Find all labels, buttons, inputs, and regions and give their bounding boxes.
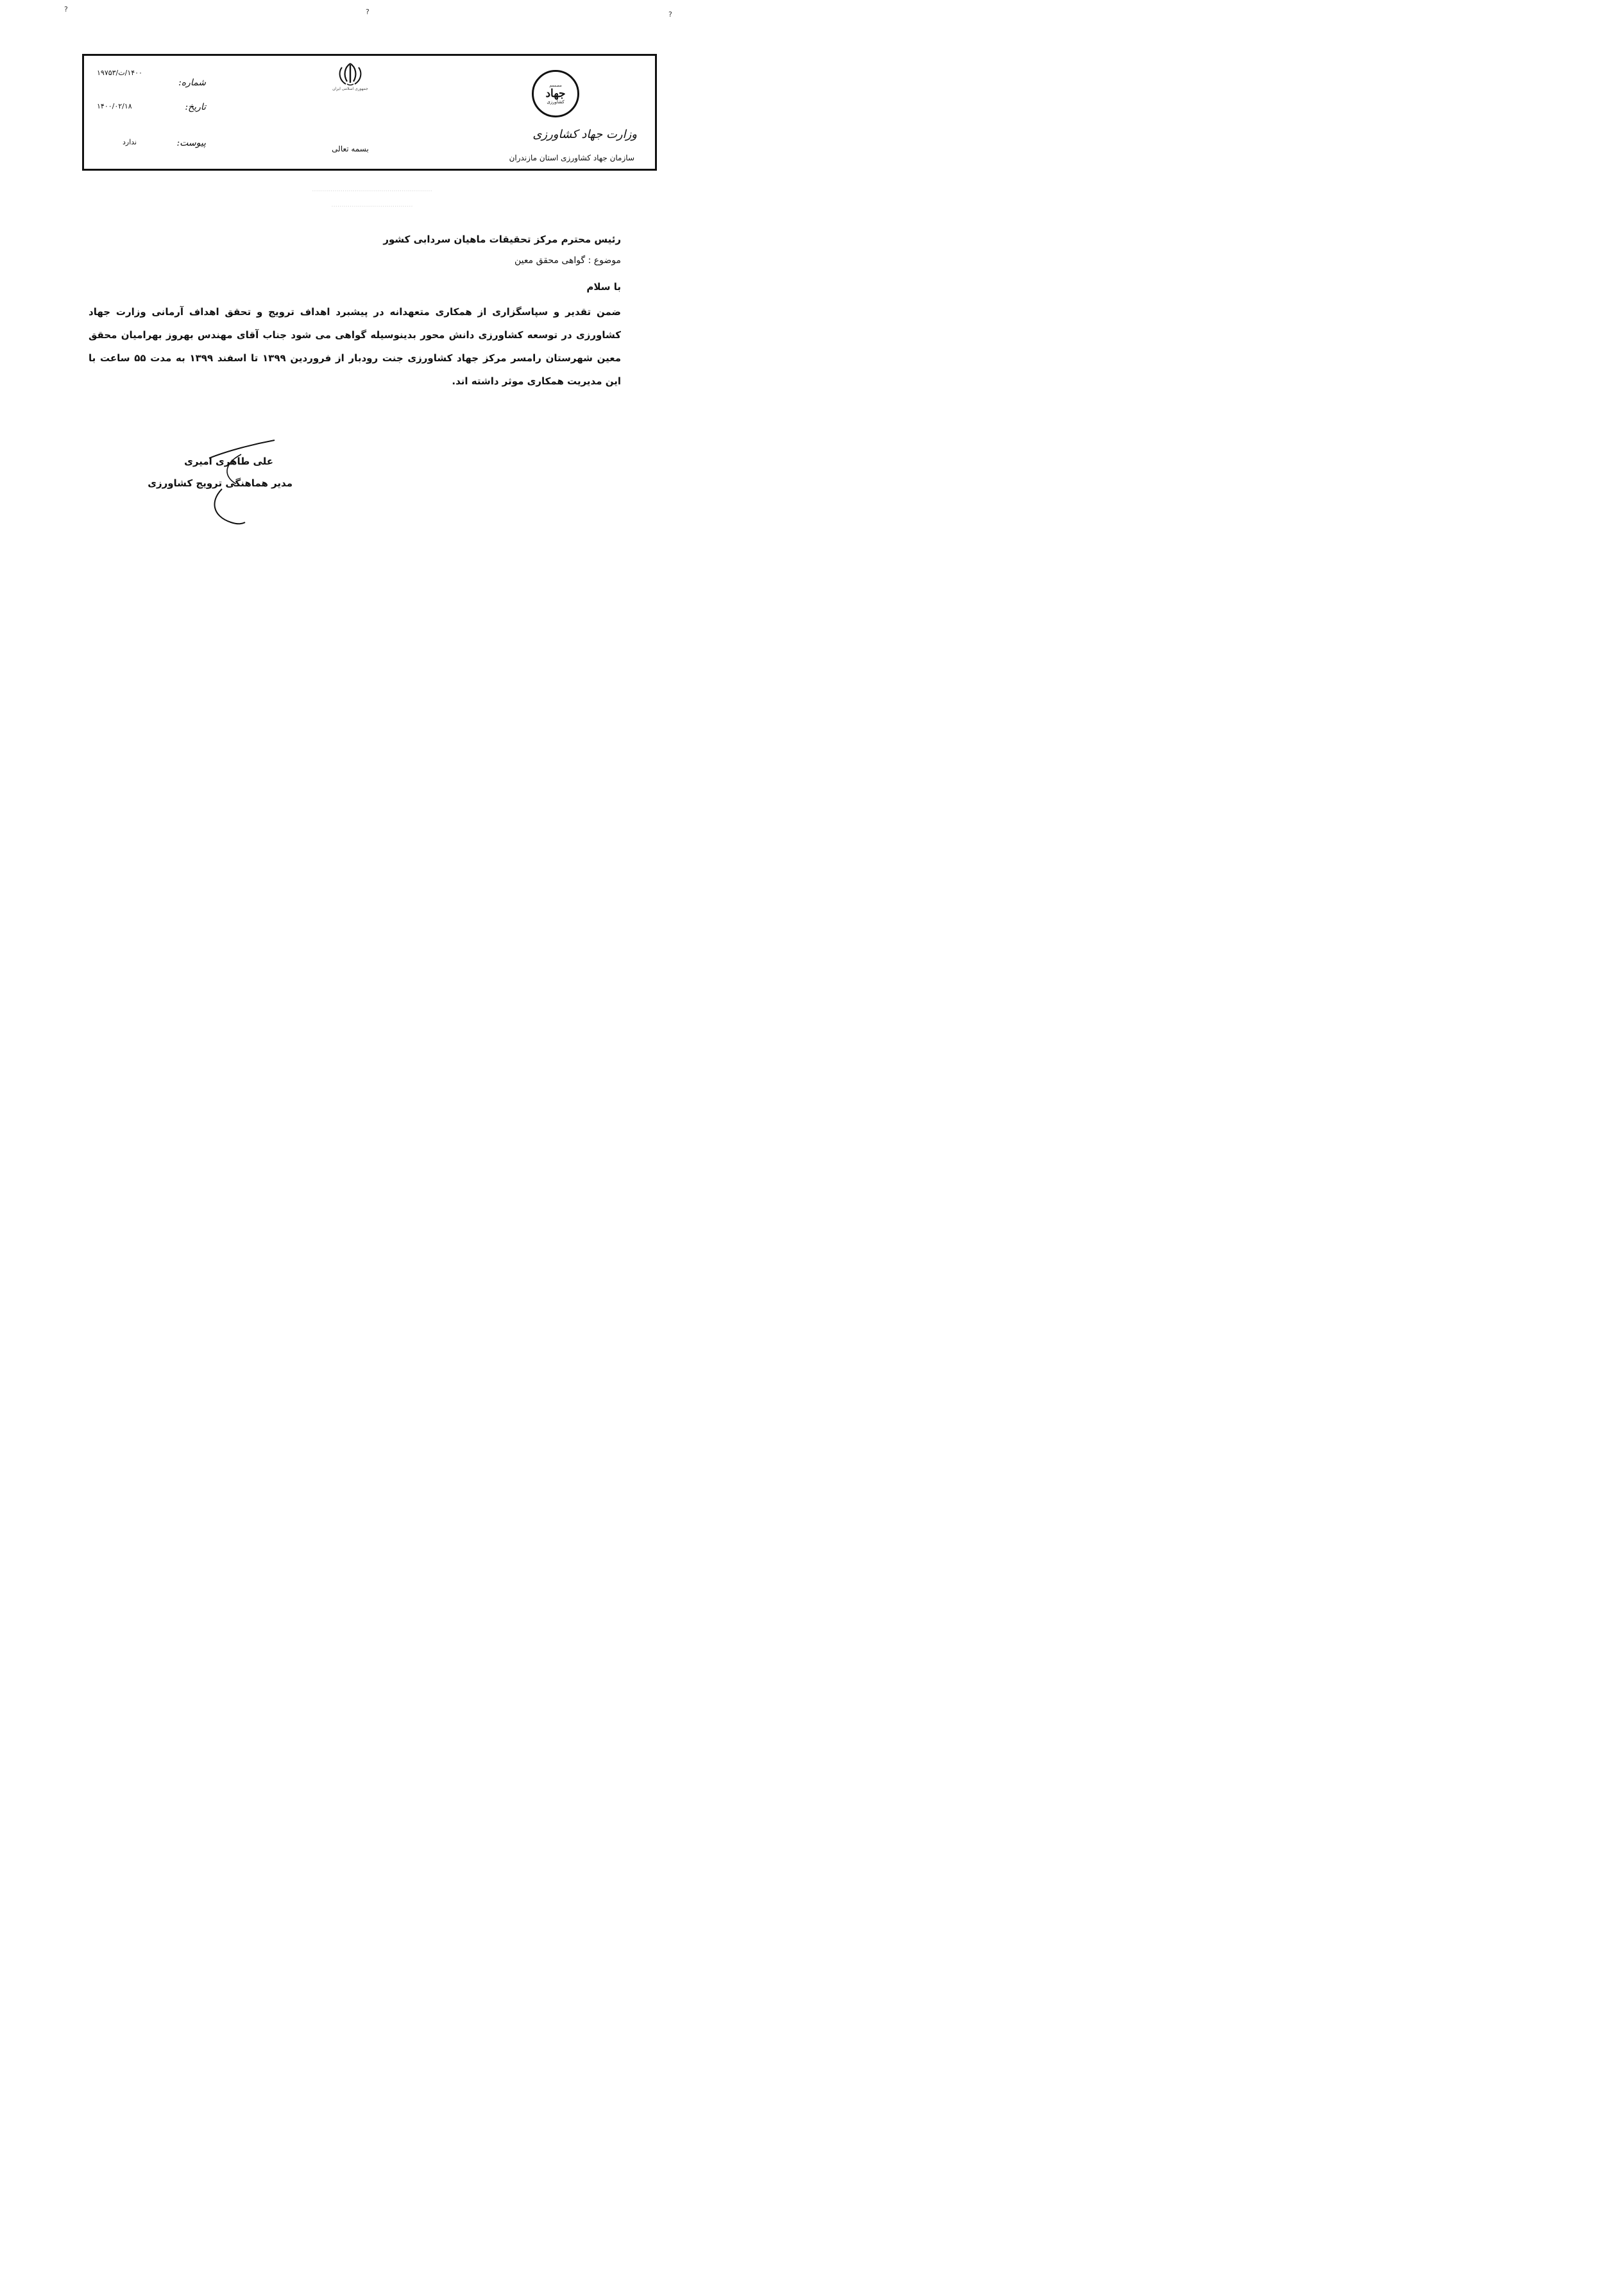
bismillah: بسمه تعالی — [332, 144, 369, 153]
date-field — [97, 102, 206, 117]
logo-sub-text: کشاورزی — [547, 99, 565, 105]
attachment-value: ندارد — [123, 138, 137, 146]
number-value: ۱۴۰۰/ت/۱۹۷۵۳ — [97, 69, 142, 77]
scan-mark: ? — [668, 10, 672, 19]
subject-line: موضوع : گواهی محقق معین — [514, 255, 621, 266]
signatory-title: مدیر هماهنگی ترویج کشاورزی — [148, 477, 293, 489]
letter-body: ضمن تقدیر و سپاسگزاری از همکاری متعهدانه در پیشبرد اهداف ترویج و تحقق اهداف آرمانی وزارت جهاد کشاورزی در توسعه کشاورزی دانش محور بدینوسیله گواهی می شود جناب آقای مهندس بهروز بهرامیان محقق معین شهرستان رامسر مرکز جهاد کشاورزی جنت رودبار از فروردین ۱۳۹۹ تا اسفند ۱۳۹۹ به مدت ۵۵ ساعت با این مدیریت همکاری موثر داشته اند. — [89, 306, 622, 387]
number-label: شماره: — [178, 78, 206, 88]
recipient-line: رئیس محترم مرکز تحقیقات ماهیان سردابی کشور — [383, 234, 621, 245]
scan-mark: ? — [64, 5, 68, 13]
scan-mark: ? — [366, 8, 370, 16]
signature-block — [148, 443, 293, 533]
jihad-logo — [532, 70, 579, 117]
faint-line: ........................................ — [331, 201, 413, 209]
greeting: با سلام — [586, 281, 621, 293]
letterhead — [82, 54, 657, 171]
logo-top-text: مصممم — [549, 83, 562, 88]
faint-line: ........................................................... — [312, 186, 432, 193]
letter-page — [0, 0, 706, 998]
date-label: تاریخ: — [185, 102, 206, 112]
date-value: ۱۴۰۰/۰۲/۱۸ — [97, 102, 132, 110]
iran-emblem-icon — [336, 61, 365, 87]
signatory-name: علی طاهری امیری — [184, 456, 273, 467]
attachment-label: پیوست: — [176, 138, 206, 148]
logo-main-text: جهاد — [545, 87, 566, 100]
emblem-caption: جمهوری اسلامی ایران — [332, 87, 368, 91]
organization-name: سازمان جهاد کشاورزی استان مازندران — [509, 153, 634, 162]
number-field — [97, 69, 206, 88]
ministry-header — [470, 64, 637, 166]
ministry-name: وزارت جهاد کشاورزی — [532, 128, 637, 141]
national-header — [309, 61, 392, 170]
reference-fields — [97, 62, 206, 165]
attachment-field — [97, 138, 206, 153]
